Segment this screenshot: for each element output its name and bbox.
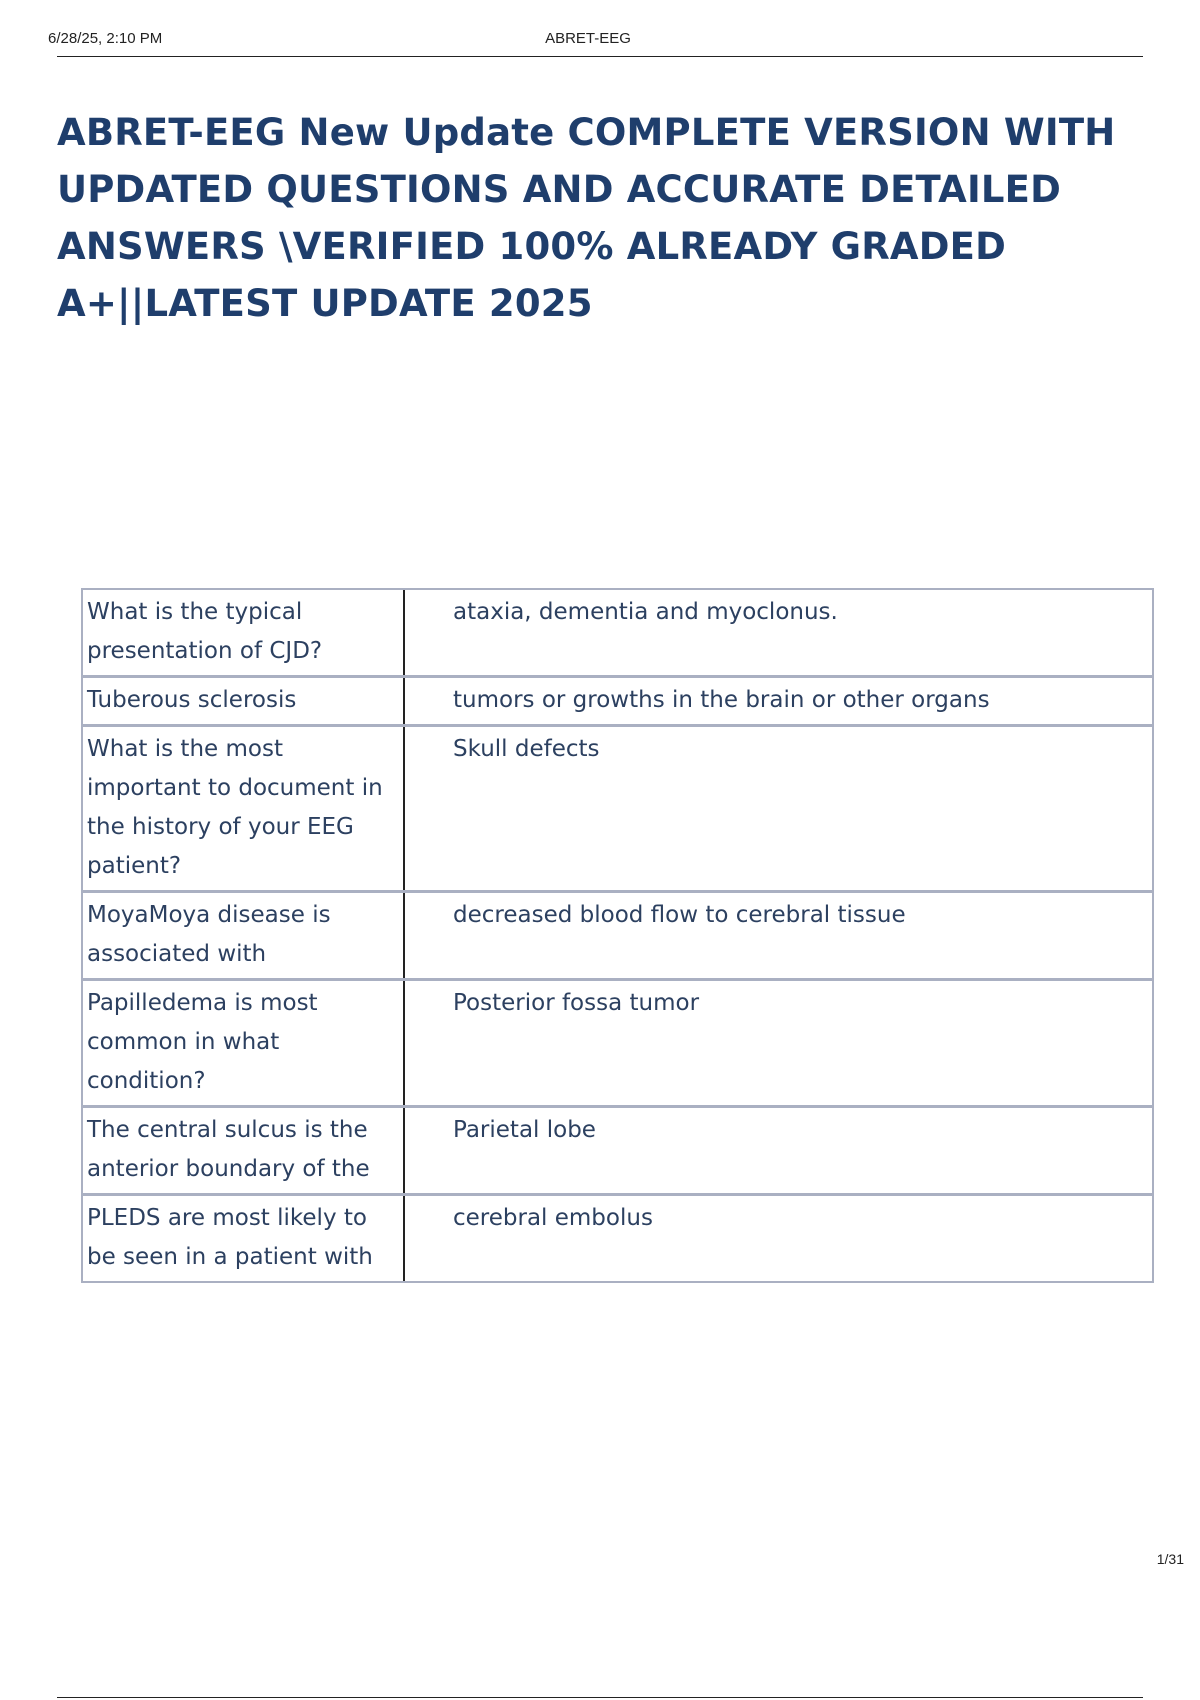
print-header (48, 28, 1142, 48)
answer-cell: cerebral embolus (453, 1205, 653, 1231)
document-title: ABRET-EEG New Update COMPLETE VERSION WITH UPDATED QUESTIONS AND ACCURATE DETAILED ANSWERS \VERIFIED 100% ALREADY GRADED A+||LATEST UPDATE 2025 (57, 111, 1116, 325)
footer-divider (57, 1697, 1143, 1698)
question-cell (82, 892, 405, 980)
answer-cell: decreased blood flow to cerebral tissue (453, 902, 906, 928)
qa-row (82, 980, 1153, 1107)
qa-row (82, 1107, 1153, 1195)
answer-cell: Parietal lobe (453, 1117, 596, 1143)
qa-table (81, 588, 1154, 1283)
qa-row (82, 726, 1153, 892)
question-cell (82, 1107, 405, 1195)
question-text: What is the most important to document in the history of your EEG patient? (85, 727, 405, 890)
qa-row (82, 1195, 1153, 1283)
question-text: PLEDS are most likely to be seen in a patient with (85, 1196, 405, 1281)
answer-cell: Skull defects (453, 736, 600, 762)
print-datetime: 6/28/25, 2:10 PM (48, 30, 163, 47)
qa-row (82, 677, 1153, 726)
question-cell (82, 726, 405, 892)
header-divider (57, 56, 1143, 57)
answer-cell: ataxia, dementia and myoclonus. (453, 599, 838, 625)
question-text: MoyaMoya disease is associated with (85, 893, 405, 978)
question-cell (82, 980, 405, 1107)
answer-cell: tumors or growths in the brain or other organs (453, 687, 990, 713)
question-text: Papilledema is most common in what condition? (85, 981, 405, 1105)
qa-row (82, 892, 1153, 980)
answer-cell: Posterior fossa tumor (453, 990, 700, 1016)
question-text: The central sulcus is the anterior boundary of the (85, 1108, 405, 1193)
question-cell (82, 677, 405, 726)
question-cell (82, 589, 405, 677)
question-text: Tuberous sclerosis (85, 678, 405, 724)
qa-row (82, 589, 1153, 677)
print-page-title: ABRET-EEG (545, 30, 631, 47)
question-cell (82, 1195, 405, 1283)
page-indicator: 1/31 (1156, 1551, 1184, 1567)
question-text: What is the typical presentation of CJD? (85, 590, 405, 675)
